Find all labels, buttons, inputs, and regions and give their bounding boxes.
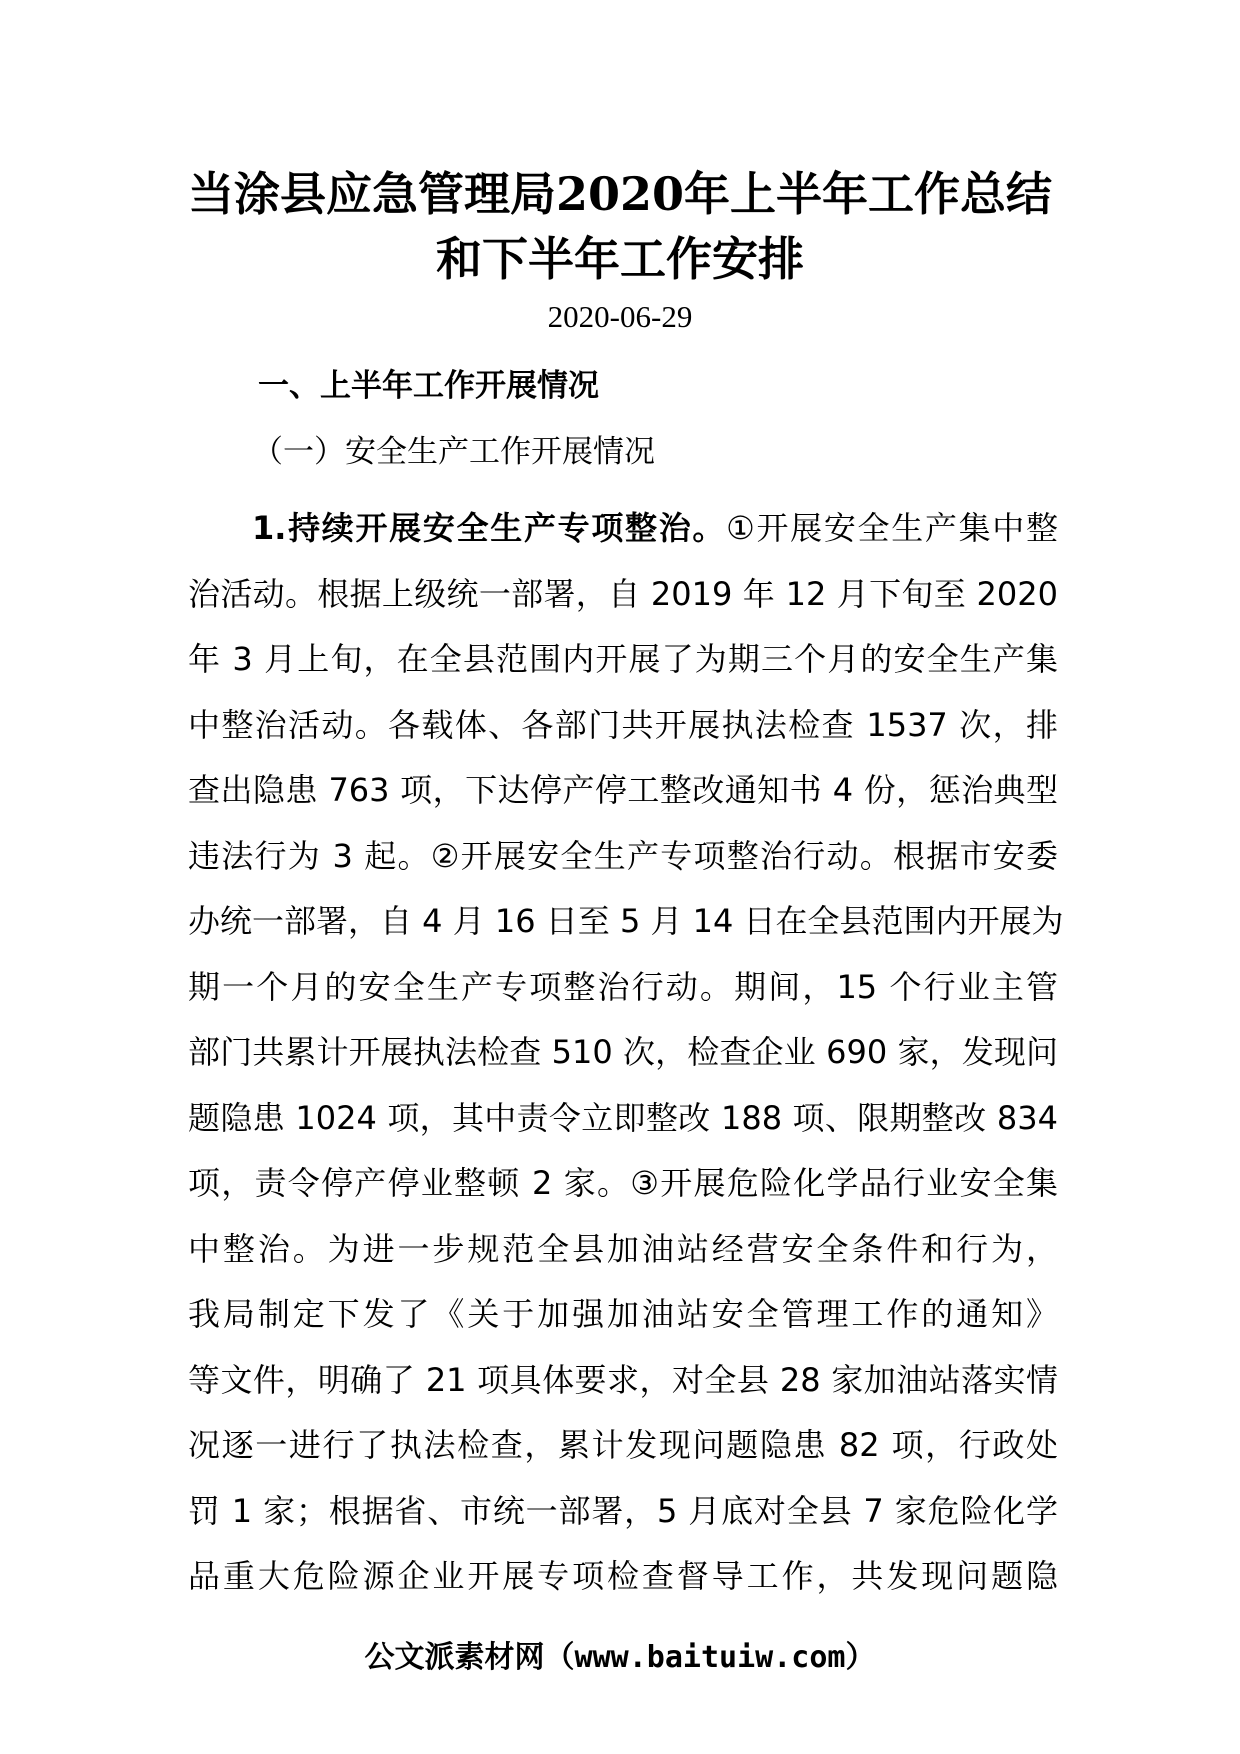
paragraph-line: 违法行为 3 起。②开展安全生产专项整治行动。根据市安委 <box>188 836 1058 875</box>
paragraph-line: 查出隐患 763 项，下达停产停工整改通知书 4 份，惩治典型 <box>188 771 1058 809</box>
paragraph-line: 题隐患 1024 项，其中责令立即整改 188 项、限期整改 834 <box>188 1098 1058 1137</box>
paragraph-line: 部门共累计开展执法检查 510 次，检查企业 690 家，发现问 <box>188 1033 1058 1071</box>
paragraph-line <box>188 496 1058 562</box>
paragraph-line: 治活动。根据上级统一部署，自 2019 年 12 月下旬至 2020 <box>188 574 1058 613</box>
paragraph-line: 中整治活动。各载体、各部门共开展执法检查 1537 次，排 <box>188 705 1058 744</box>
section-heading: 一、上半年工作开展情况 <box>258 368 599 404</box>
page-footer <box>0 1636 1240 1680</box>
document-title <box>150 162 1090 292</box>
paragraph-line: 况逐一进行了执法检查，累计发现问题隐患 82 项，行政处 <box>188 1426 1058 1464</box>
footer-site-name: 公文派素材网 <box>364 1640 545 1675</box>
paragraph-lead-rest: ①开展安全生产集中整 <box>726 509 1058 547</box>
paragraph-line: 中整治。为进一步规范全县加油站经营安全条件和行为， <box>188 1229 1058 1268</box>
paragraph-line: 罚 1 家；根据省、市统一部署，5 月底对全县 7 家危险化学 <box>188 1491 1058 1530</box>
paragraph-line: 等文件，明确了 21 项具体要求，对全县 28 家加油站落实情 <box>188 1360 1058 1399</box>
paragraph-line: 期一个月的安全生产专项整治行动。期间，15 个行业主管 <box>188 967 1058 1006</box>
publish-date: 2020-06-29 <box>547 299 693 334</box>
paragraph-line: 我局制定下发了《关于加强加油站安全管理工作的通知》 <box>188 1295 1058 1333</box>
footer-url[interactable]: （www.baituiw.com） <box>544 1640 876 1675</box>
subsection-heading: （一）安全生产工作开展情况 <box>252 434 655 470</box>
body-paragraph <box>188 496 1064 1610</box>
paragraph-line: 品重大危险源企业开展专项检查督导工作，共发现问题隐 <box>188 1557 1058 1595</box>
paragraph-line: 年 3 月上旬，在全县范围内开展了为期三个月的安全生产集 <box>188 640 1058 678</box>
paragraph-line: 项，责令停产停业整顿 2 家。③开展危险化学品行业安全集 <box>188 1164 1058 1202</box>
title-line-2: 和下半年工作安排 <box>436 232 804 286</box>
title-line-1: 当涂县应急管理局2020年上半年工作总结 <box>187 167 1053 221</box>
paragraph-line: 办统一部署，自 4 月 16 日至 5 月 14 日在全县范围内开展为 <box>188 902 1064 940</box>
paragraph-lead: 1.持续开展安全生产专项整治。 <box>252 509 727 547</box>
